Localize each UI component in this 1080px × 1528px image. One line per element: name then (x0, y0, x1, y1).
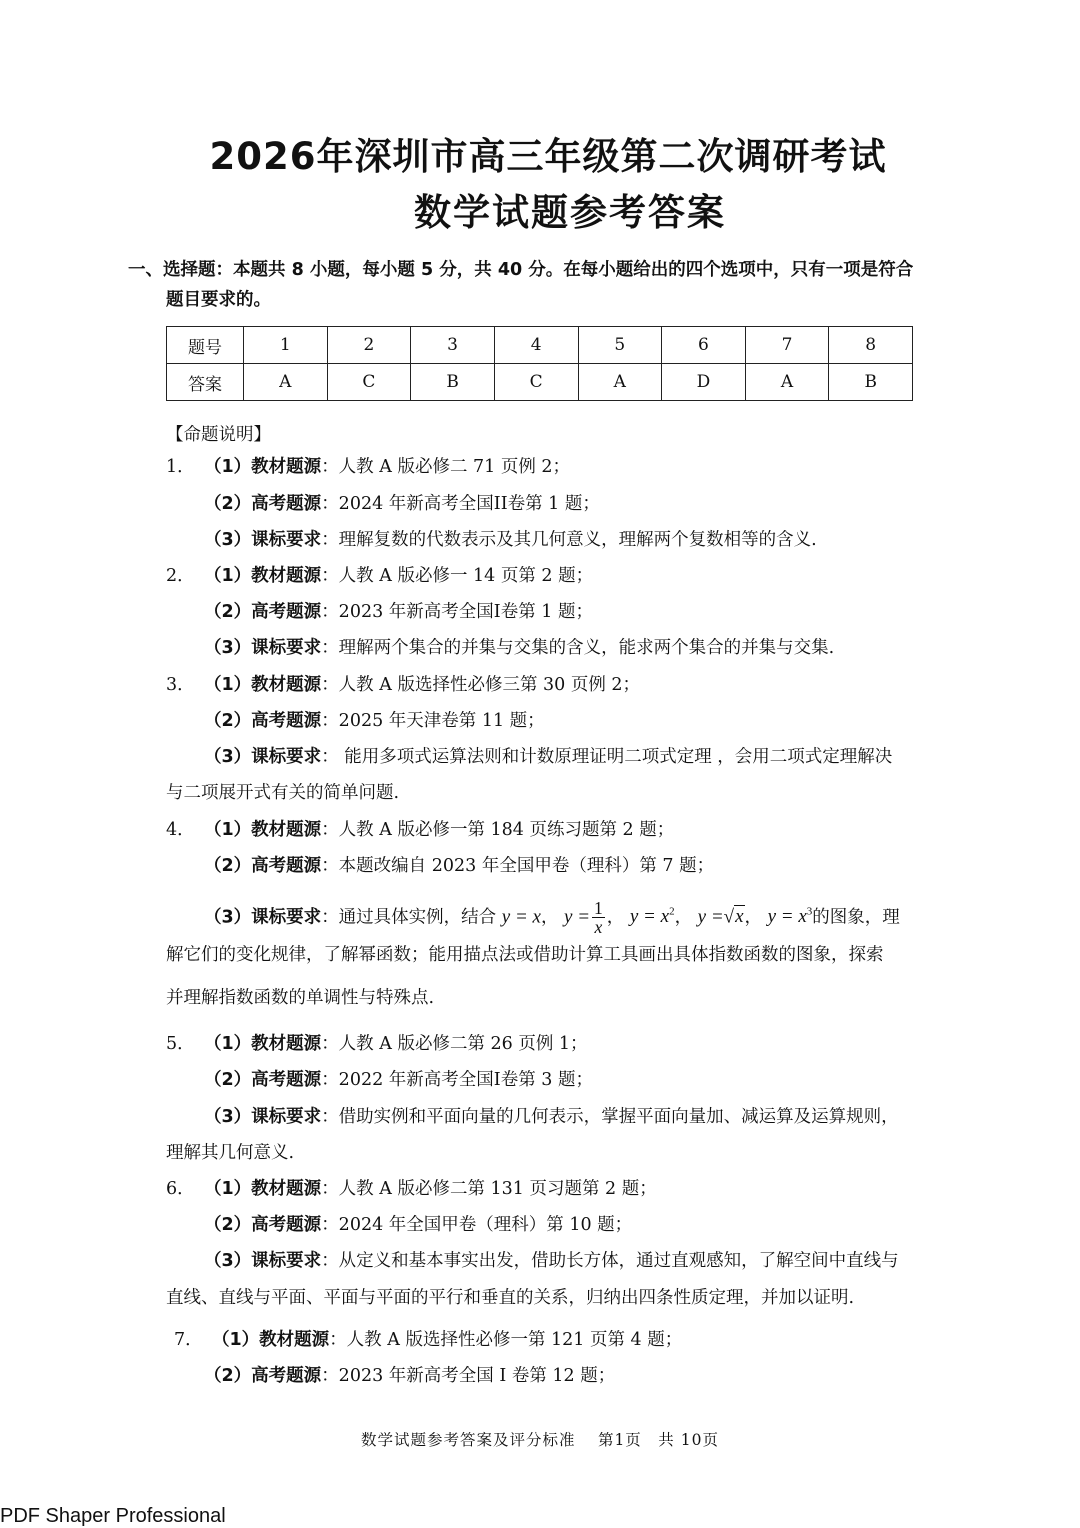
notes-heading: 【命题说明】 (166, 425, 271, 445)
q1-gaokao: （2）高考题源：2024 年新高考全国II卷第 1 题； (204, 494, 600, 514)
q3-standard-cont: 与二项展开式有关的简单问题. (166, 783, 400, 803)
q6-textbook: 6． （1）教材题源：人教 A 版必修二第 131 页习题第 2 题； (166, 1179, 657, 1199)
q1-standard: （3）课标要求：理解复数的代数表示及其几何意义，理解两个复数相等的含义. (204, 530, 817, 550)
table-cell: B (829, 364, 913, 401)
q4-gaokao: （2）高考题源：本题改编自 2023 年全国甲卷（理科）第 7 题； (204, 856, 715, 876)
q3-gaokao: （2）高考题源：2025 年天津卷第 11 题； (204, 711, 545, 731)
q2-textbook: 2． （1）教材题源：人教 A 版必修一 14 页第 2 题； (166, 566, 594, 586)
table-cell: 3 (411, 327, 495, 364)
q3-textbook: 3． （1）教材题源：人教 A 版选择性必修三第 30 页例 2； (166, 675, 641, 695)
q3-standard: （3）课标要求： 能用多项式运算法则和计数原理证明二项式定理 ，会用二项式定理解决 (204, 747, 893, 767)
section-heading: 一、选择题：本题共 8 小题，每小题 5 分，共 40 分。在每小题给出的四个选项中，只有一项是符合 (128, 260, 914, 280)
q5-textbook: 5． （1）教材题源：人教 A 版必修二第 26 页例 1； (166, 1034, 588, 1054)
q4-standard-cont1: 解它们的变化规律，了解幂函数；能用描点法或借助计算工具画出具体指数函数的图象，探索 (166, 945, 884, 965)
q5-standard: （3）课标要求：借助实例和平面向量的几何表示，掌握平面向量加、减运算及运算规则， (204, 1107, 899, 1127)
q6-gaokao: （2）高考题源：2024 年全国甲卷（理科）第 10 题； (204, 1215, 633, 1235)
table-cell: A (745, 364, 829, 401)
formula-sqrt: y =√x (697, 906, 744, 928)
table-cell: 6 (662, 327, 746, 364)
q7-gaokao: （2）高考题源：2023 年新高考全国 I 卷第 12 题； (204, 1366, 616, 1386)
q7-textbook: 7． （1）教材题源：人教 A 版选择性必修一第 121 页第 4 题； (174, 1330, 683, 1350)
q6-standard-cont: 直线、直线与平面、平面与平面的平行和垂直的关系，归纳出四条性质定理，并加以证明. (166, 1288, 855, 1308)
q4-standard-cont2: 并理解指数函数的单调性与特殊点. (166, 988, 435, 1008)
table-cell: D (662, 364, 746, 401)
table-header-cell: 答案 (167, 364, 244, 401)
q1-textbook: 1． （1）教材题源：人教 A 版必修二 71 页例 2； (166, 457, 571, 477)
q4-standard: （3）课标要求：通过具体实例，结合 y = x， y = $\frac{1}{x}$ ， $y = x^2$， y =√x， $y = x^3$的图象，理 (204, 898, 900, 938)
q2-standard: （3）课标要求：理解两个集合的并集与交集的含义，能求两个集合的并集与交集. (204, 638, 835, 658)
table-cell: A (578, 364, 662, 401)
table-row-numbers (167, 327, 913, 364)
page-title: 2026年深圳市高三年级第二次调研考试 (209, 135, 887, 178)
section-heading-cont: 题目要求的。 (166, 290, 271, 310)
table-cell: 7 (745, 327, 829, 364)
q5-standard-cont: 理解其几何意义. (166, 1143, 295, 1163)
q4-textbook: 4． （1）教材题源：人教 A 版必修一第 184 页练习题第 2 题； (166, 820, 675, 840)
answer-table (166, 326, 913, 401)
table-cell: C (327, 364, 411, 401)
table-cell: A (244, 364, 328, 401)
formula-cube: $y = x^3$ (767, 906, 813, 928)
table-cell: 8 (829, 327, 913, 364)
table-cell: 5 (578, 327, 662, 364)
watermark: PDF Shaper Professional (0, 1505, 226, 1527)
page-footer: 数学试题参考答案及评分标准 第1页 共 10页 (361, 1431, 719, 1449)
table-cell: C (494, 364, 578, 401)
table-cell: 1 (244, 327, 328, 364)
formula-y-eq-x: y = x (501, 906, 541, 928)
table-row-answers (167, 364, 913, 401)
table-cell: 2 (327, 327, 411, 364)
formula-square: $y = x^2$ (629, 906, 675, 928)
page-subtitle: 数学试题参考答案 (414, 191, 726, 234)
table-cell: 4 (494, 327, 578, 364)
table-cell: B (411, 364, 495, 401)
q6-standard: （3）课标要求：从定义和基本事实出发，借助长方体，通过直观感知，了解空间中直线与 (204, 1251, 899, 1271)
formula-reciprocal: $\frac{1}{x}$ (594, 898, 603, 938)
q5-gaokao: （2）高考题源：2022 年新高考全国I卷第 3 题； (204, 1070, 593, 1090)
q2-gaokao: （2）高考题源：2023 年新高考全国I卷第 1 题； (204, 602, 593, 622)
table-header-cell: 题号 (167, 327, 244, 364)
